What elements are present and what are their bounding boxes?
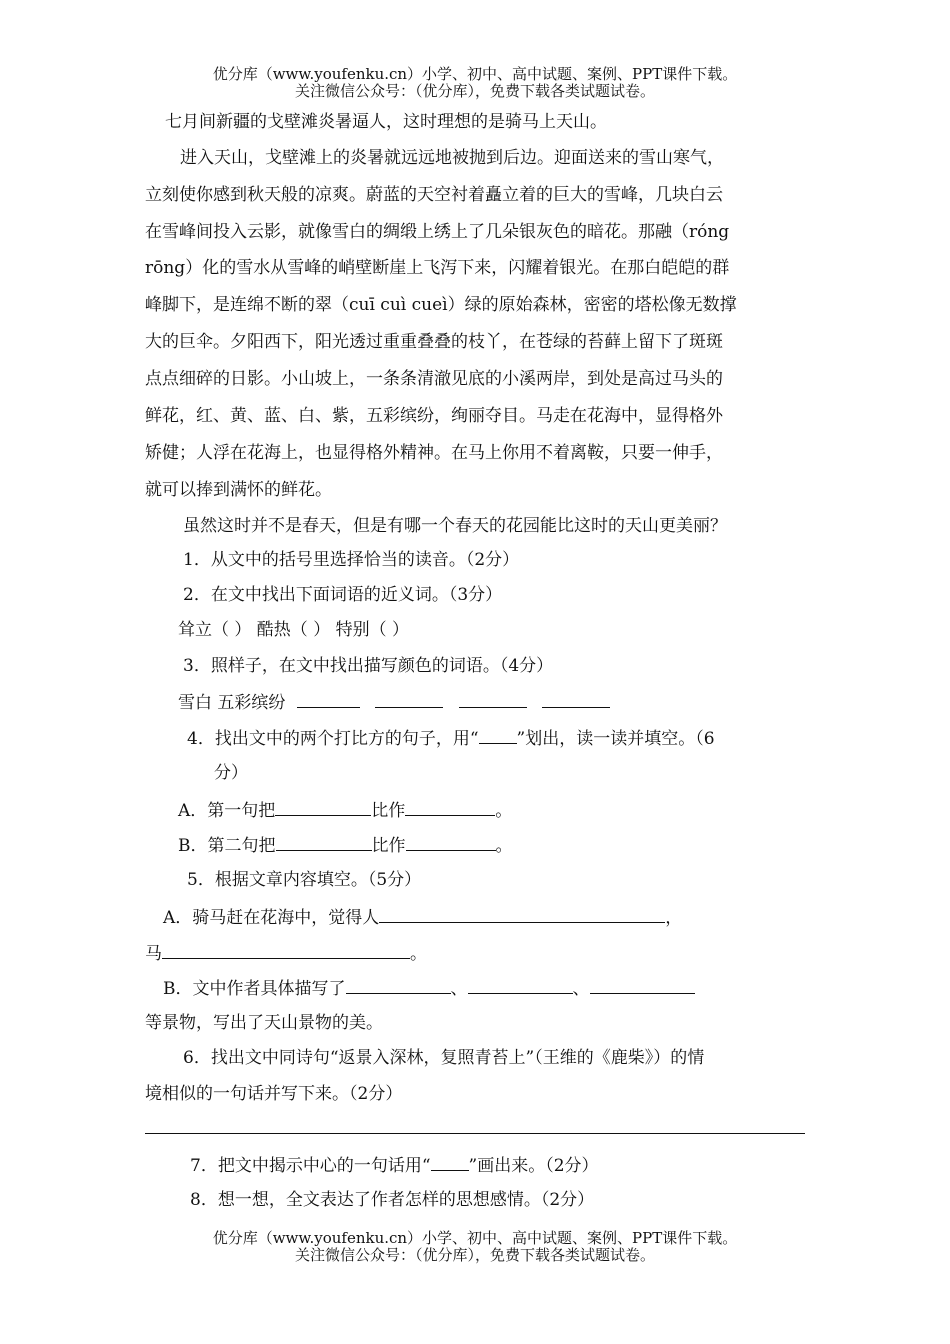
answer-blank[interactable] <box>405 799 495 816</box>
question-5-b-cont: 等景物，写出了天山景物的美。 <box>145 1013 383 1033</box>
answer-blank[interactable] <box>459 691 527 708</box>
question-4-b-mid: 比作 <box>371 836 406 856</box>
question-4-cont: 分） <box>214 763 248 783</box>
question-5-a-prefix: A．骑马赶在花海中，觉得人 <box>163 908 380 928</box>
question-4-b <box>178 834 513 856</box>
answer-blank[interactable] <box>297 691 360 708</box>
footer-line-1: 优分库（www.youfenku.cn）小学、初中、高中试题、案例、PPT课件下载。 <box>212 1229 738 1247</box>
answer-blank[interactable] <box>346 977 451 994</box>
question-5-a-cont <box>145 942 427 964</box>
passage-line: 峰脚下，是连绵不断的翠（cuī cuì cueì）绿的原始森林，密密的塔松像无数撑 <box>145 295 737 315</box>
answer-blank[interactable] <box>275 799 371 816</box>
underline-sample <box>479 727 517 744</box>
question-2-items: 耸立（ ） 酷热（ ） 特别（ ） <box>178 620 410 640</box>
question-6-cont: 境相似的一句话并写下来。（2分） <box>145 1084 403 1104</box>
question-4-text: 4．找出文中的两个打比方的句子，用“ <box>187 729 479 749</box>
passage-line: 立刻使你感到秋天般的凉爽。蔚蓝的天空衬着矗立着的巨大的雪峰，几块白云 <box>145 185 723 205</box>
answer-blank[interactable] <box>162 942 410 959</box>
passage-line: 进入天山，戈壁滩上的炎暑就远远地被抛到后边。迎面送来的雪山寒气， <box>180 148 724 168</box>
passage-line: 点点细碎的日影。小山坡上，一条条清澈见底的小溪两岸，到处是高过马头的 <box>145 369 723 389</box>
answer-blank[interactable] <box>276 834 372 851</box>
question-3-answer-line <box>178 691 610 713</box>
question-8: 8．想一想，全文表达了作者怎样的思想感情。（2分） <box>190 1190 595 1210</box>
question-7-text-cont: ”画出来。（2分） <box>468 1156 599 1176</box>
passage-line: 大的巨伞。夕阳西下，阳光透过重重叠叠的枝丫，在苍绿的苔藓上留下了斑斑 <box>145 332 723 352</box>
question-4-a <box>178 799 512 821</box>
answer-blank[interactable] <box>379 906 665 923</box>
answer-blank[interactable] <box>375 691 443 708</box>
answer-blank[interactable] <box>468 977 573 994</box>
header-line-1: 优分库（www.youfenku.cn）小学、初中、高中试题、案例、PPT课件下载。 <box>212 65 738 83</box>
question-4-text-cont: ”划出，读一读并填空。（6 <box>516 729 715 749</box>
footer-line-2: 关注微信公众号：（优分库），免费下载各类试题试卷。 <box>294 1246 655 1264</box>
question-5-a-comma: ， <box>665 908 683 928</box>
question-5: 5．根据文章内容填空。（5分） <box>187 870 422 890</box>
question-5-a-horse: 马 <box>145 944 162 964</box>
answer-line[interactable] <box>145 1133 805 1134</box>
separator: 、 <box>450 979 468 999</box>
question-6: 6．找出文中同诗句“返景入深林，复照青苔上”（王维的《鹿柴》）的情 <box>183 1048 705 1068</box>
passage-line: 就可以捧到满怀的鲜花。 <box>145 480 332 500</box>
passage-paragraph-1: 七月间新疆的戈壁滩炎暑逼人，这时理想的是骑马上天山。 <box>165 112 607 132</box>
passage-line: 鲜花，红、黄、蓝、白、紫，五彩缤纷，绚丽夺目。马走在花海中，显得格外 <box>145 406 723 426</box>
question-2: 2．在文中找出下面词语的近义词。（3分） <box>183 585 503 605</box>
underline-sample <box>431 1154 469 1171</box>
question-5-b <box>163 977 695 999</box>
question-3: 3．照样子，在文中找出描写颜色的词语。（4分） <box>183 656 554 676</box>
passage-line: 矫健；人浮在花海上，也显得格外精神。在马上你用不着离鞍，只要一伸手， <box>145 443 723 463</box>
question-3-example: 雪白 五彩缤纷 <box>178 693 286 713</box>
question-7 <box>190 1154 599 1176</box>
question-1: 1．从文中的括号里选择恰当的读音。（2分） <box>183 550 520 570</box>
passage-paragraph-3: 虽然这时并不是春天，但是有哪一个春天的花园能比这时的天山更美丽？ <box>183 516 727 536</box>
passage-line: rōng）化的雪水从雪峰的峭壁断崖上飞泻下来，闪耀着银光。在那白皑皑的群 <box>145 258 730 278</box>
question-4-a-end: 。 <box>495 801 513 821</box>
question-7-text: 7．把文中揭示中心的一句话用“ <box>190 1156 431 1176</box>
question-4-b-end: 。 <box>495 836 513 856</box>
question-4 <box>187 727 715 749</box>
question-4-a-prefix: A．第一句把 <box>178 801 276 821</box>
answer-blank[interactable] <box>590 977 695 994</box>
page-header <box>0 66 950 100</box>
header-line-2: 关注微信公众号：（优分库），免费下载各类试题试卷。 <box>294 82 655 100</box>
answer-blank[interactable] <box>406 834 496 851</box>
question-4-a-mid: 比作 <box>371 801 406 821</box>
passage-line: 在雪峰间投入云影，就像雪白的绸缎上绣上了几朵银灰色的暗花。那融（róng <box>145 222 730 242</box>
separator: 、 <box>572 979 590 999</box>
question-5-a-end: 。 <box>410 944 427 964</box>
answer-blank[interactable] <box>542 691 610 708</box>
question-5-b-prefix: B．文中作者具体描写了 <box>163 979 346 999</box>
page-footer <box>0 1230 950 1264</box>
question-5-a <box>163 906 682 928</box>
question-4-b-prefix: B．第二句把 <box>178 836 276 856</box>
